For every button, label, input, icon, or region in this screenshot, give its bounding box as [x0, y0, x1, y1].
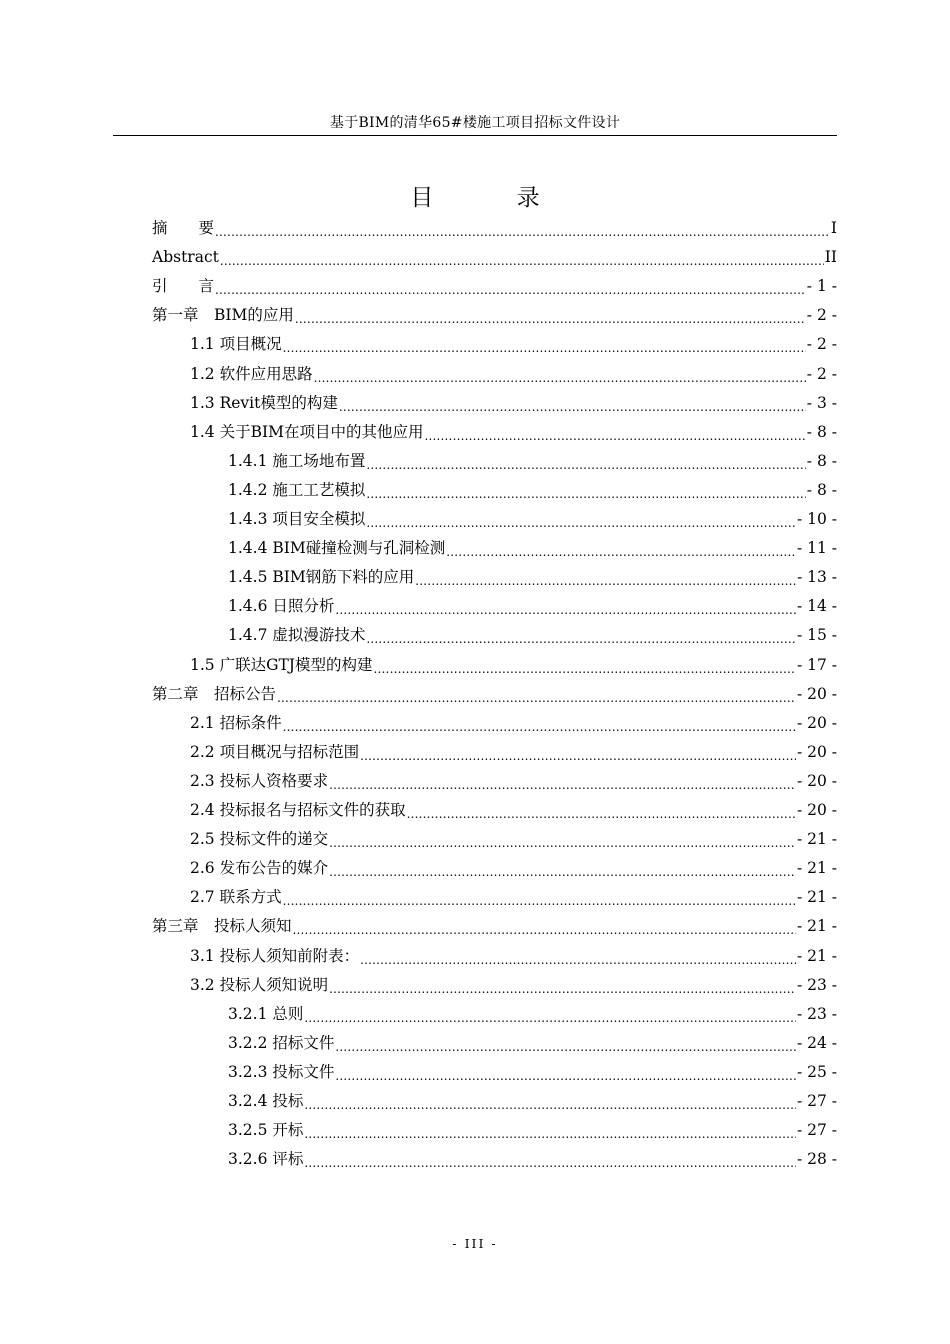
toc-entry[interactable]	[152, 301, 837, 330]
toc-entry-label: 第二章 招标公告	[152, 684, 277, 703]
toc-entry-label: 3.2.1 总则	[228, 1004, 304, 1023]
toc-entry[interactable]	[228, 447, 837, 476]
toc-entry[interactable]	[228, 1000, 837, 1029]
toc-leader-dots	[329, 971, 796, 1000]
toc-entry-label: 2.4 投标报名与招标文件的获取	[190, 801, 406, 819]
toc-entry[interactable]	[152, 243, 837, 272]
toc-leader-dots	[215, 272, 806, 301]
toc-entry[interactable]	[152, 214, 837, 243]
toc-entry[interactable]	[228, 534, 837, 563]
toc-entry[interactable]	[190, 796, 837, 825]
toc-entry-label: 3.2.3 投标文件	[228, 1062, 335, 1081]
toc-entry-label: 1.4.6 日照分析	[228, 597, 335, 616]
toc-entry-page: - 8 -	[806, 480, 837, 499]
toc-leader-dots	[446, 534, 796, 563]
toc-entry-page: - 25 -	[796, 1062, 837, 1081]
toc-entry-page: - 2 -	[806, 364, 837, 383]
toc-entry-page: II	[824, 248, 837, 267]
toc-entry-page: - 2 -	[806, 306, 837, 325]
toc-entry-label: 第一章 BIM的应用	[152, 306, 294, 325]
toc-entry[interactable]	[228, 505, 837, 534]
toc-entry-label: 1.5 广联达GTJ模型的构建	[190, 655, 373, 674]
toc-entry[interactable]	[190, 330, 837, 359]
toc-entry[interactable]	[190, 418, 837, 447]
toc-leader-dots	[366, 447, 805, 476]
toc-leader-dots	[215, 214, 830, 243]
toc-entry-page: - 21 -	[796, 830, 837, 849]
toc-entry-label: 1.4.4 BIM碰撞检测与孔洞检测	[228, 539, 446, 558]
toc-entry-label: 2.3 投标人资格要求	[190, 771, 329, 790]
toc-entry-page: - 20 -	[796, 684, 837, 703]
toc-leader-dots	[283, 709, 796, 738]
toc-entry-page: I	[830, 219, 837, 237]
toc-entry-label: 3.2.2 招标文件	[228, 1033, 335, 1052]
toc-leader-dots	[304, 1000, 796, 1029]
toc-entry-page: - 23 -	[796, 1004, 837, 1023]
toc-entry-page: - 28 -	[796, 1150, 837, 1169]
toc-entry-label: 引 言	[152, 277, 215, 296]
toc-leader-dots	[304, 1116, 796, 1145]
toc-entry-label: 1.3 Revit模型的构建	[190, 393, 338, 412]
toc-entry-page: - 20 -	[796, 771, 837, 790]
page-title: 目 录	[410, 185, 578, 211]
toc-entry-page: - 15 -	[796, 626, 837, 645]
toc-entry-page: - 21 -	[796, 946, 837, 965]
toc-leader-dots	[424, 418, 805, 447]
toc-entry-label: 3.2.4 投标	[228, 1092, 304, 1110]
toc-entry-page: - 10 -	[796, 510, 837, 528]
toc-entry[interactable]	[190, 883, 837, 912]
toc-leader-dots	[329, 825, 796, 854]
toc-entry-page: - 1 -	[806, 277, 837, 296]
toc-entry[interactable]	[228, 1145, 837, 1174]
toc-entry-page: - 17 -	[796, 655, 837, 674]
toc-entry-label: 1.4.2 施工工艺模拟	[228, 480, 366, 499]
toc-entry-label: 1.2 软件应用思路	[190, 364, 313, 383]
toc-entry-page: - 21 -	[796, 859, 837, 878]
toc-entry-label: 2.5 投标文件的递交	[190, 830, 329, 849]
toc-entry[interactable]	[228, 1116, 837, 1145]
toc-entry[interactable]	[228, 1058, 837, 1087]
toc-entry-label: 1.4.3 项目安全模拟	[228, 510, 366, 528]
toc-entry[interactable]	[228, 592, 837, 621]
toc-entry[interactable]	[190, 709, 837, 738]
toc-entry-label: 2.1 招标条件	[190, 713, 282, 732]
toc-leader-dots	[220, 243, 824, 272]
toc-entry-label: 2.2 项目概况与招标范围	[190, 742, 360, 761]
toc-entry[interactable]	[190, 738, 837, 767]
toc-leader-dots	[304, 1087, 796, 1116]
toc-entry-page: - 8 -	[806, 422, 837, 441]
toc-entry-page: - 2 -	[806, 335, 837, 354]
toc-leader-dots	[360, 942, 796, 971]
toc-entry-label: 2.7 联系方式	[190, 888, 282, 907]
toc-entry[interactable]	[228, 563, 837, 592]
toc-entry-label: 1.1 项目概况	[190, 335, 282, 354]
toc-entry-page: - 20 -	[796, 801, 837, 819]
toc-entry[interactable]	[228, 621, 837, 650]
toc-entry[interactable]	[190, 767, 837, 796]
toc-entry-page: - 27 -	[796, 1092, 837, 1110]
toc-leader-dots	[314, 360, 806, 389]
toc-leader-dots	[339, 389, 806, 418]
toc-leader-dots	[335, 1058, 796, 1087]
toc-leader-dots	[335, 592, 796, 621]
toc-leader-dots	[304, 1145, 796, 1174]
toc-leader-dots	[295, 301, 806, 330]
toc-entry-page: - 20 -	[796, 713, 837, 732]
toc-leader-dots	[374, 651, 796, 680]
toc-leader-dots	[407, 796, 796, 825]
toc-entry-label: 1.4 关于BIM在项目中的其他应用	[190, 422, 424, 441]
toc-entry-page: - 3 -	[806, 393, 837, 412]
toc-entry-page: - 23 -	[796, 975, 837, 994]
toc-entry[interactable]	[190, 971, 837, 1000]
toc-entry[interactable]	[190, 854, 837, 883]
toc-leader-dots	[366, 621, 796, 650]
toc-leader-dots	[277, 680, 796, 709]
page-number: - III -	[452, 1236, 498, 1251]
toc-leader-dots	[335, 1029, 796, 1058]
toc-entry-page: - 21 -	[796, 888, 837, 907]
toc-entry-label: 3.2.5 开标	[228, 1121, 304, 1140]
running-header: 基于BIM的清华65#楼施工项目招标文件设计	[113, 113, 837, 136]
toc-entry-page: - 21 -	[796, 917, 837, 936]
toc-entry-label: 摘 要	[152, 219, 215, 237]
toc-leader-dots	[283, 883, 796, 912]
toc-entry[interactable]	[190, 651, 837, 680]
toc-leader-dots	[293, 912, 796, 941]
toc-leader-dots	[283, 330, 806, 359]
toc-entry-label: 3.2 投标人须知说明	[190, 975, 329, 994]
toc-entry[interactable]	[152, 912, 837, 941]
toc-entry-page: - 13 -	[796, 568, 837, 587]
toc-entry-label: 1.4.5 BIM钢筋下料的应用	[228, 568, 415, 587]
toc-leader-dots	[329, 854, 796, 883]
toc-entry-page: - 27 -	[796, 1121, 837, 1140]
toc-entry-label: Abstract	[152, 248, 219, 267]
toc-entry[interactable]	[228, 1087, 837, 1116]
toc-entry[interactable]	[228, 1029, 837, 1058]
toc-entry[interactable]	[228, 476, 837, 505]
toc-entry-label: 1.4.7 虚拟漫游技术	[228, 626, 366, 645]
toc-entry[interactable]	[190, 360, 837, 389]
toc-entry-page: - 11 -	[796, 539, 837, 558]
toc-entry-page: - 24 -	[796, 1033, 837, 1052]
toc-leader-dots	[360, 738, 796, 767]
toc-entry[interactable]	[190, 389, 837, 418]
toc-entry-page: - 14 -	[796, 597, 837, 616]
toc-leader-dots	[366, 476, 805, 505]
toc-entry[interactable]	[190, 942, 837, 971]
toc-leader-dots	[415, 563, 796, 592]
toc-entry[interactable]	[152, 680, 837, 709]
toc-leader-dots	[366, 505, 796, 534]
toc-entry-label: 1.4.1 施工场地布置	[228, 451, 366, 470]
toc-entry-label: 3.2.6 评标	[228, 1150, 304, 1169]
toc-entry[interactable]	[152, 272, 837, 301]
toc-entry-page: - 20 -	[796, 742, 837, 761]
toc-entry[interactable]	[190, 825, 837, 854]
toc-entry-label: 2.6 发布公告的媒介	[190, 859, 329, 878]
toc-leader-dots	[329, 767, 796, 796]
toc-entry-label: 第三章 投标人须知	[152, 917, 292, 936]
toc-entry-page: - 8 -	[806, 451, 837, 470]
toc-entry-label: 3.1 投标人须知前附表：	[190, 946, 360, 965]
